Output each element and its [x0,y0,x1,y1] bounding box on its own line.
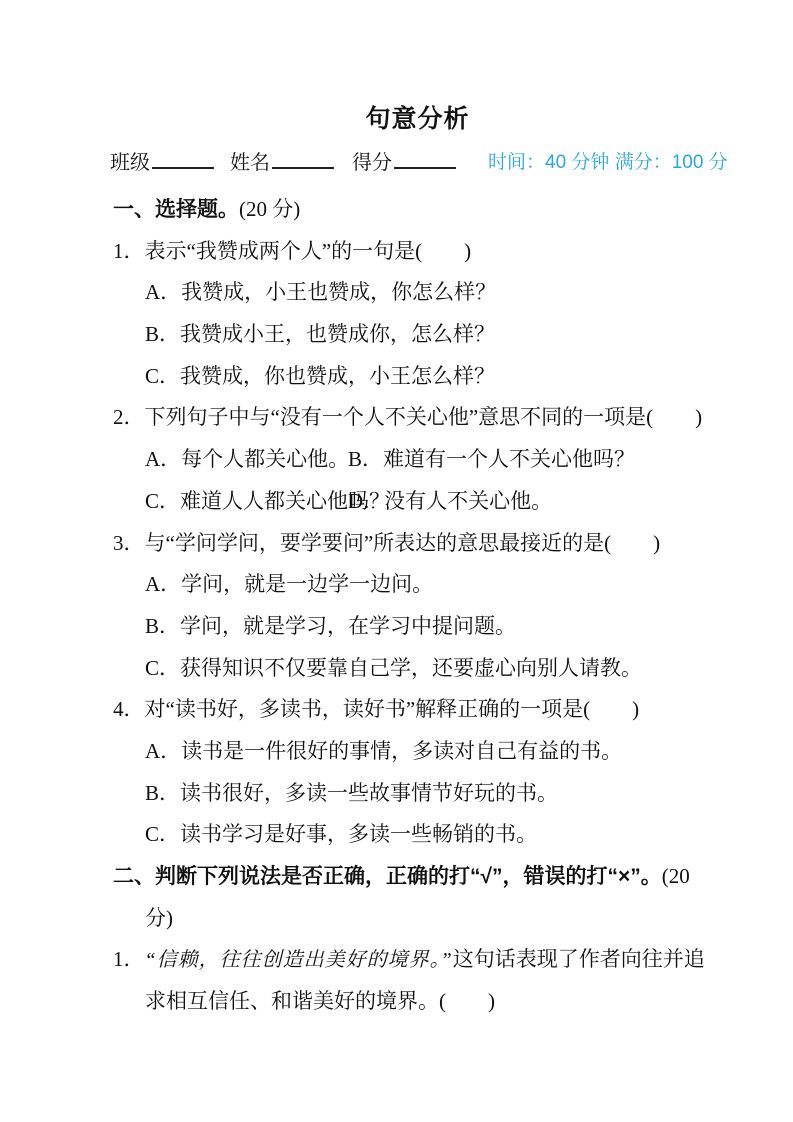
score-annotation-text: (20 分) [239,197,301,221]
class-field [110,146,214,175]
body-text: B．读书很好，多读一些故事情节好玩的书。 [145,780,559,805]
name-blank-line [272,147,334,169]
body-text: 求相互信任、和谐美好的境界。( ) [145,989,495,1014]
body-text: 3．与“学问学问，要学要问”所表达的意思最接近的是( ) [113,530,661,555]
question-line [0,856,793,898]
score-blank-line [394,147,456,169]
body-text: C．我赞成，你也赞成，小王怎么样？ [145,363,496,388]
option-line [0,481,793,523]
body-text: 1．表示“我赞成两个人”的一句是( ) [113,238,472,263]
body-text: 4．对“读书好，多读书，读好书”解释正确的一项是( ) [113,697,640,722]
body-text: A．学问，就是一边学一边问。 [145,572,434,597]
time-and-total-score: 时间：40 分钟 满分：100 分 [488,152,728,173]
body-text: C．难道人人都关心他吗？ [145,488,391,513]
option-line [0,606,793,648]
body-text: A．读书是一件很好的事情，多读对自己有益的书。 [145,738,623,763]
body-text: A．我赞成，小王也赞成，你怎么样？ [145,280,497,305]
question-line [0,939,793,981]
question-line [0,397,793,439]
option-line [0,731,793,773]
option-line [0,356,793,398]
option-line [0,773,793,815]
body-text: 这句话表现了作者向往并追 [452,947,705,972]
score-annotation-text: (20 [661,864,690,888]
body-text: B．难道有一个人不关心他吗？ [348,447,636,472]
question-line [0,523,793,565]
name-field [230,146,334,175]
option-line [0,439,793,481]
question-line [0,689,793,731]
quoted-kaiti-text: “信赖，往往创造出美好的境界。” [144,949,453,972]
name-label: 姓名 [230,152,270,174]
section-heading-text: 二、判断下列说法是否正确，正确的打“√”，错误的打“×”。 [113,865,662,888]
section-heading-text: 一、选择题。 [113,198,239,221]
body-text: C．获得知识不仅要靠自己学，还要虚心向别人请教。 [145,655,643,680]
score-field [352,146,456,175]
body-text: B．学问，就是学习，在学习中提问题。 [145,613,517,638]
class-label: 班级 [110,152,150,174]
worksheet-body [0,189,793,1023]
student-info-row [0,146,793,174]
option-line [0,981,793,1023]
option-line [0,648,793,690]
option-line [0,564,793,606]
score-annotation-text: 分) [145,905,173,930]
page-title: 句意分析 [365,105,470,133]
option-line [0,272,793,314]
score-label: 得分 [352,152,392,174]
option-line [0,814,793,856]
question-line [0,189,793,231]
class-blank-line [152,147,214,169]
option-line [0,314,793,356]
body-text: D．没有人不关心他。 [348,488,553,513]
body-text: 2．下列句子中与“没有一个人不关心他”意思不同的一项是( ) [113,405,703,430]
body-text: B．我赞成小王，也赞成你，怎么样？ [145,322,496,347]
body-text: A．每个人都关心他。 [145,447,350,472]
question-line [0,231,793,273]
body-text: 1． [113,947,145,972]
option-line [0,898,793,940]
body-text: C．读书学习是好事，多读一些畅销的书。 [145,822,538,847]
